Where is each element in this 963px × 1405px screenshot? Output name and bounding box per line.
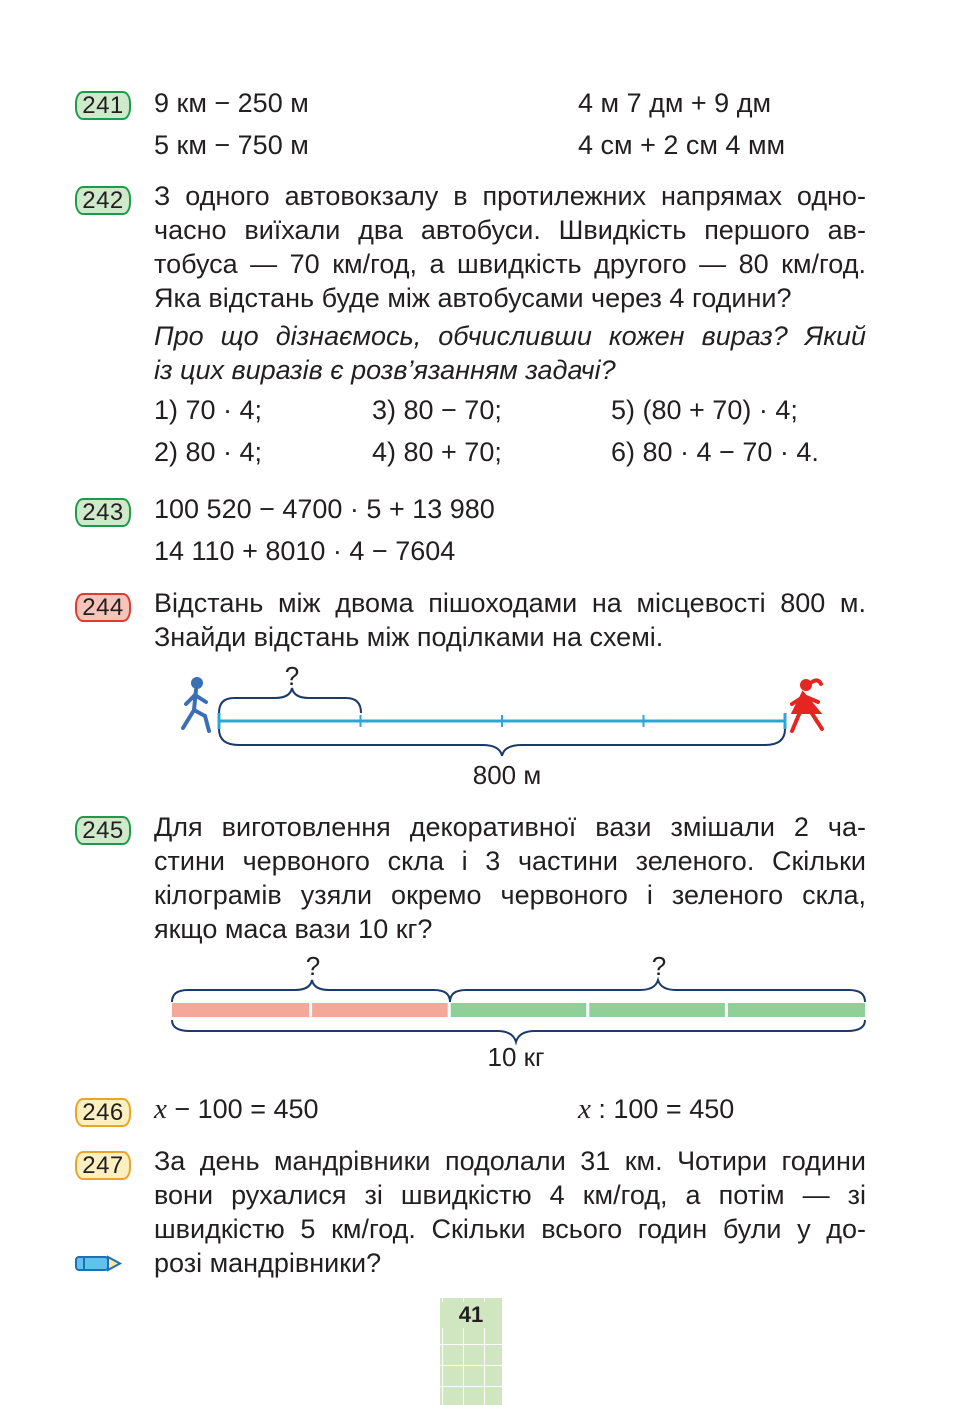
expression: 9 км − 250 м [154, 88, 309, 118]
equation-1 [154, 1092, 319, 1126]
task-number-246: 246 [75, 1098, 131, 1127]
text-line: Відстань між двома пішоходами на місцевості 800 м. [154, 588, 866, 618]
expression-6: 6) 80 · 4 − 70 · 4. [611, 437, 819, 467]
total-brace [219, 729, 785, 756]
red-glass-part [172, 1003, 309, 1017]
task-245-text [154, 810, 866, 946]
expression-3: 3) 80 − 70; [372, 395, 502, 425]
mass-label: 10 кг [487, 1042, 545, 1072]
text-line: із цих виразів є розв’язанням задачі? [154, 355, 616, 385]
equation-2 [578, 1092, 734, 1126]
girl-walker-icon [792, 679, 822, 731]
green-question-mark: ? [651, 951, 667, 981]
task-number-241: 241 [75, 91, 131, 120]
glass-parts-bar [172, 1003, 865, 1017]
expression-4: 4) 80 + 70; [372, 437, 502, 467]
red-question-mark: ? [305, 951, 321, 981]
task-number-242: 242 [75, 186, 131, 215]
text-line: За день мандрівники подолали 31 км. Чотири години [154, 1146, 866, 1176]
red-glass-part [312, 1003, 448, 1017]
text-line: Про що дізнаємось, обчисливши кожен вираз? Який [154, 321, 866, 351]
expression: 14 110 + 8010 · 4 − 7604 [154, 536, 456, 566]
page-number-tab [440, 1298, 502, 1405]
task-number-243: 243 [75, 498, 131, 527]
text-line: вони рухалися зі швидкістю 4 км/год, а потім — зі [154, 1180, 866, 1210]
equation-text: − 100 = 450 [166, 1094, 319, 1124]
green-glass-part [589, 1003, 725, 1017]
text-line: розі мандрівники? [154, 1248, 382, 1278]
text-line: якщо маса вази 10 кг? [154, 914, 433, 944]
expression-2: 2) 80 · 4; [154, 437, 263, 467]
text-line: тобуса — 70 км/год, а швидкість другого — 80 км/год. [154, 249, 866, 279]
expression: 4 см + 2 см 4 мм [578, 130, 786, 160]
variable: x [154, 1093, 167, 1125]
question-mark: ? [284, 661, 300, 691]
task-number-244: 244 [75, 593, 131, 622]
variable: x [578, 1093, 591, 1125]
mass-brace [172, 1020, 865, 1042]
question-brace [219, 688, 361, 713]
text-line: швидкістю 5 км/год. Скільки всього годин були у до- [154, 1214, 866, 1244]
expression: 5 км − 750 м [154, 130, 309, 160]
task-247-text [154, 1144, 866, 1280]
text-line: Знайди відстань між поділками на схемі. [154, 622, 664, 652]
green-glass-part [451, 1003, 587, 1017]
red-brace [172, 980, 450, 1002]
pencil-icon [76, 1257, 120, 1270]
green-brace [450, 980, 865, 1002]
boy-walker-icon [183, 677, 209, 731]
text-line: стини червоного скла і 3 частини зеленого. Скільки [154, 846, 866, 876]
task-number-245: 245 [75, 816, 131, 845]
expression-5: 5) (80 + 70) · 4; [611, 395, 798, 425]
expression: 100 520 − 4700 · 5 + 13 980 [154, 494, 495, 524]
task-number-247: 247 [75, 1151, 131, 1180]
expression: 4 м 7 дм + 9 дм [578, 88, 772, 118]
total-label: 800 м [472, 760, 542, 790]
text-line: З одного автовокзалу в протилежних напрямах одно- [154, 181, 866, 211]
green-glass-part [728, 1003, 865, 1017]
text-line: Яка відстань буде між автобусами через 4 години? [154, 283, 792, 313]
expression-1: 1) 70 · 4; [154, 395, 263, 425]
text-line: кілограмів узяли окремо червоного і зеленого скла, [154, 880, 866, 910]
equation-text: : 100 = 450 [590, 1094, 735, 1124]
page-number: 41 [440, 1302, 502, 1328]
text-line: часно виїхали два автобуси. Швидкість першого ав- [154, 215, 866, 245]
text-line: Для виготовлення декоративної вази змішали 2 ча- [154, 812, 866, 842]
